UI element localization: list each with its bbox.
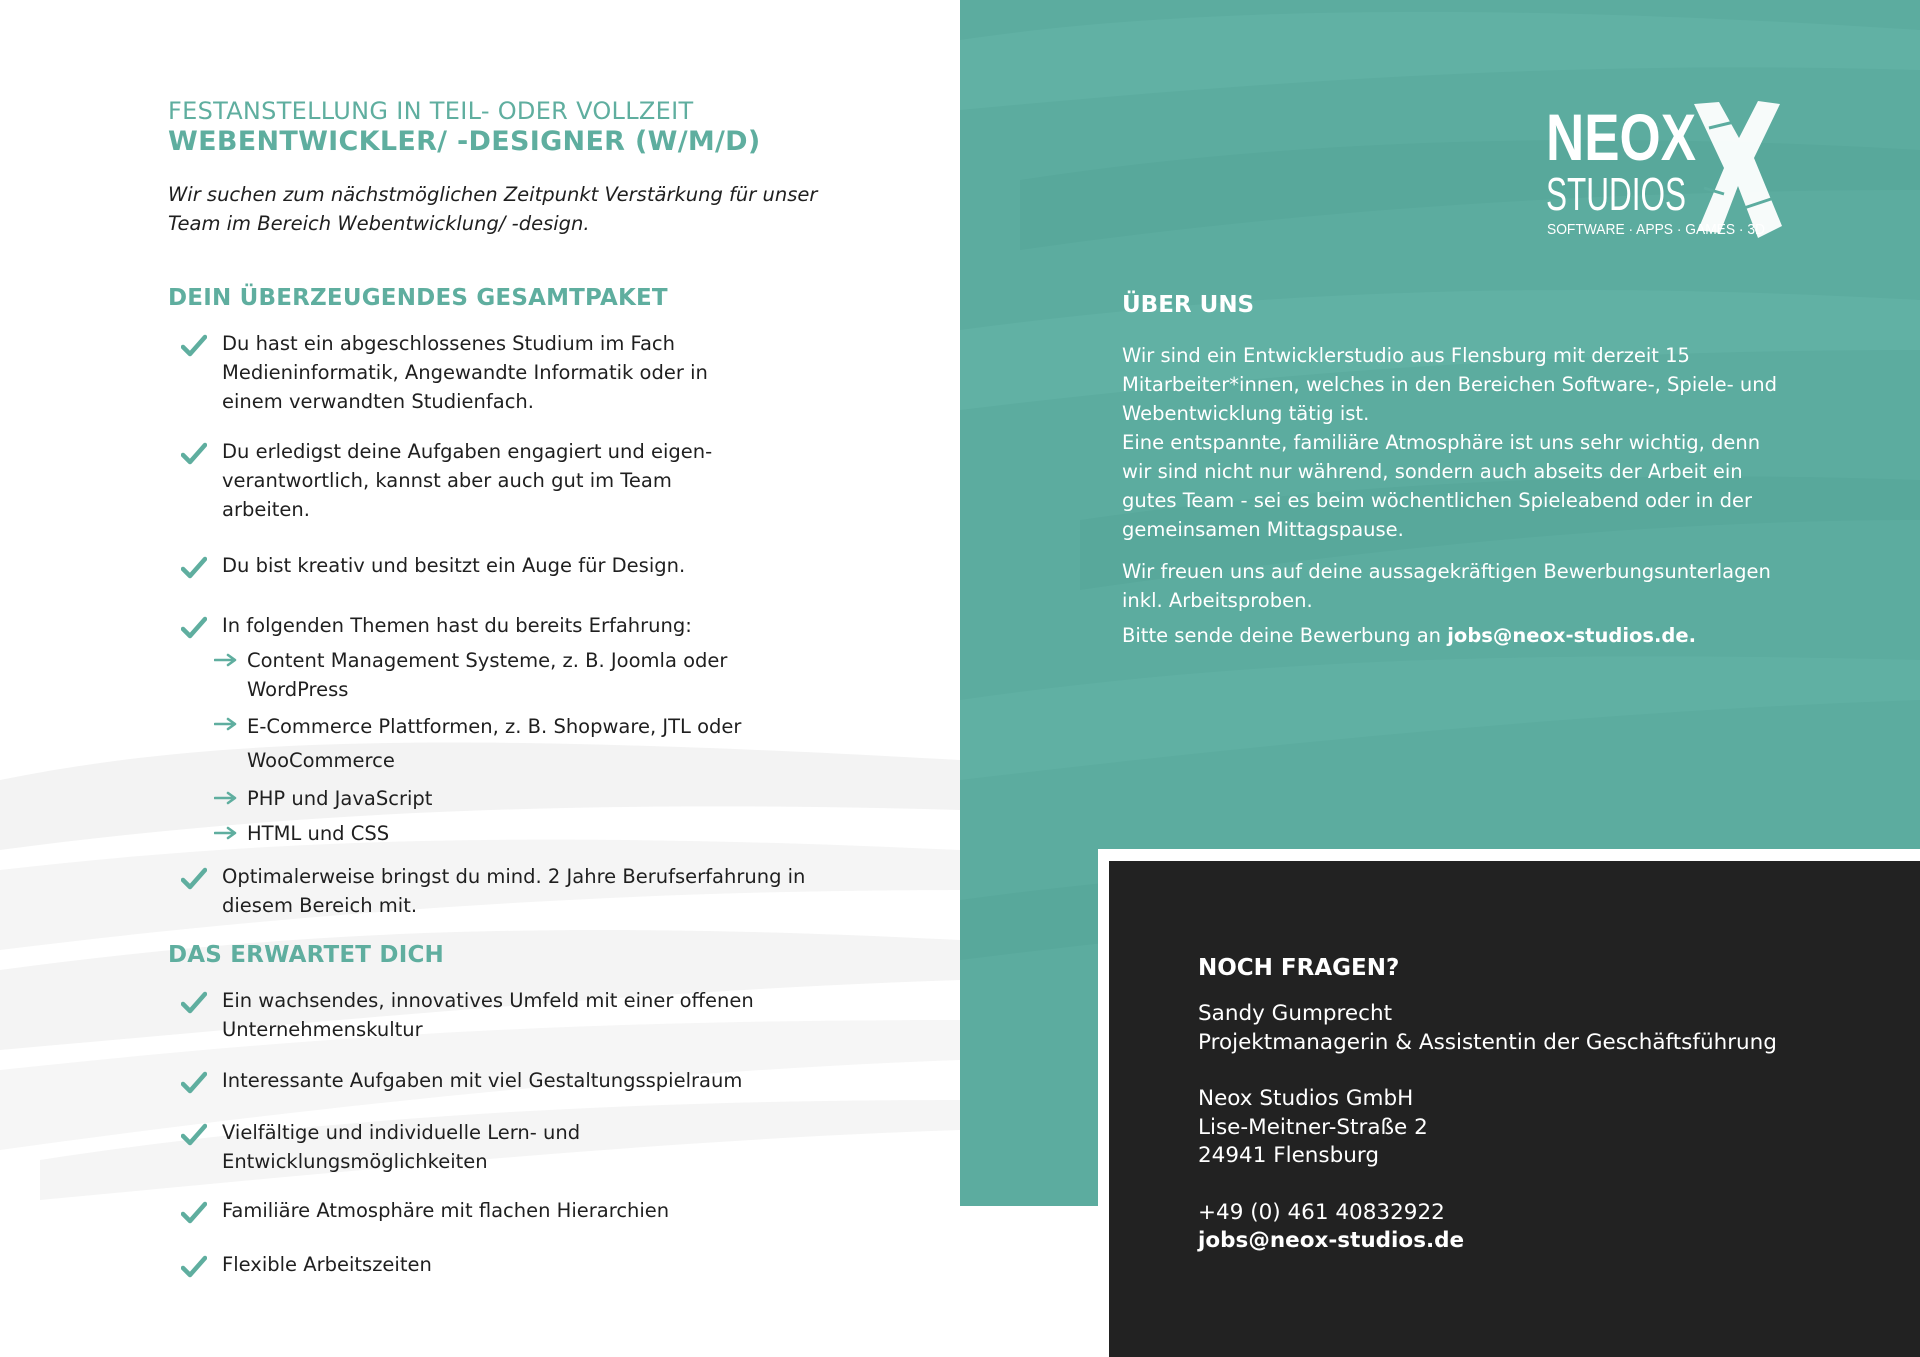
arrow-right-icon <box>214 826 238 840</box>
employment-type: FESTANSTELLUNG IN TEIL- ODER VOLLZEIT <box>168 97 694 125</box>
contact-section <box>1198 953 1878 1256</box>
list-item <box>168 1066 808 1095</box>
experience-sublist <box>214 646 808 848</box>
logo-word-studios: STUDIOS <box>1546 168 1686 220</box>
list-item <box>168 1250 808 1279</box>
arrow-right-icon <box>214 791 238 805</box>
contact-heading: NOCH FRAGEN? <box>1198 955 1400 981</box>
section-heading-erwartet: DAS ERWARTET DICH <box>168 942 444 968</box>
list-item-text: Flexible Arbeitszeiten <box>222 1253 432 1276</box>
list-item-text: Vielfältige und individuelle Lern- und Entwicklungsmöglichkeiten <box>222 1121 581 1173</box>
check-icon <box>181 1254 207 1280</box>
check-icon <box>181 1070 207 1096</box>
about-heading: ÜBER UNS <box>1122 292 1255 318</box>
application-note-text: Bitte sende deine Bewerbung an <box>1122 624 1448 647</box>
sub-list-item <box>214 819 808 848</box>
check-icon <box>181 1200 207 1226</box>
check-icon <box>181 555 207 581</box>
contact-name: Sandy Gumprecht <box>1198 1001 1393 1026</box>
contact-phone[interactable]: +49 (0) 461 40832922 <box>1198 1199 1445 1225</box>
requirements-list <box>168 329 868 920</box>
list-item <box>168 437 728 524</box>
sub-list-item-text: Content Management Systeme, z. B. Joomla oder WordPress <box>247 649 728 701</box>
list-item-text: Du bist kreativ und besitzt ein Auge für Design. <box>222 554 686 577</box>
list-item <box>168 1118 628 1176</box>
about-paragraph: Eine entspannte, familiäre Atmosphäre ist uns sehr wichtig, denn wir sind nicht nur während, sondern auch abseits der Arbeit ein gutes Team - sei es beim wöchentlichen Spieleabend oder in der gemeinsamen Mittagspause. <box>1122 431 1761 541</box>
logo-word-neox: NEOX <box>1546 100 1696 174</box>
job-title: WEBENTWICKLER/ -DESIGNER (W/M/D) <box>168 126 761 157</box>
sub-list-item-text: E-Commerce Plattformen, z. B. Shopware, JTL oder WooCommerce <box>247 715 742 772</box>
arrow-right-icon <box>214 717 238 731</box>
check-icon <box>181 441 207 467</box>
check-icon <box>181 866 207 892</box>
list-item <box>168 329 728 416</box>
sub-list-item-text: PHP und JavaScript <box>247 787 433 810</box>
sub-list-item-text: HTML und CSS <box>247 822 390 845</box>
sub-list-item <box>214 784 808 813</box>
job-description <box>168 96 868 1279</box>
contact-role: Projektmanagerin & Assistentin der Geschäftsführung <box>1198 1029 1777 1055</box>
application-note <box>1122 621 1802 650</box>
list-item <box>168 551 808 580</box>
list-item-text: Interessante Aufgaben mit viel Gestaltungsspielraum <box>222 1069 743 1092</box>
about-section <box>1122 290 1802 650</box>
list-item <box>168 986 808 1044</box>
intro-text: Wir suchen zum nächstmöglichen Zeitpunkt Verstärkung für unser Team im Bereich Webentwicklung/ -design. <box>168 183 818 235</box>
logo-tagline: SOFTWARE · APPS · GAMES · 3D <box>1547 221 1766 238</box>
list-item-text: Du erledigst deine Aufgaben engagiert und eigen-verantwortlich, kannst aber auch gut im Team arbeiten. <box>222 440 713 521</box>
company-street: Lise-Meitner-Straße 2 <box>1198 1114 1428 1140</box>
list-item-text: In folgenden Themen hast du bereits Erfahrung: <box>222 614 692 637</box>
check-icon <box>181 990 207 1016</box>
check-icon <box>181 615 207 641</box>
sub-list-item <box>214 646 774 704</box>
section-heading-paket: DEIN ÜBERZEUGENDES GESAMTPAKET <box>168 285 668 311</box>
benefits-list <box>168 986 868 1279</box>
list-item <box>168 611 808 848</box>
list-item-text: Ein wachsendes, innovatives Umfeld mit einer offenen Unternehmenskultur <box>222 989 754 1041</box>
sub-list-item <box>214 710 774 778</box>
list-item <box>168 862 808 920</box>
neox-studios-logo <box>1544 98 1784 243</box>
list-item-text: Optimalerweise bringst du mind. 2 Jahre Berufserfahrung in diesem Bereich mit. <box>222 865 806 917</box>
list-item-text: Familiäre Atmosphäre mit flachen Hierarchien <box>222 1199 670 1222</box>
contact-email-link[interactable]: jobs@neox-studios.de <box>1198 1228 1465 1253</box>
company-city: 24941 Flensburg <box>1198 1143 1380 1168</box>
company-name: Neox Studios GmbH <box>1198 1086 1414 1111</box>
about-paragraph: Wir freuen uns auf deine aussagekräftigen Bewerbungsunterlagen inkl. Arbeitsproben. <box>1122 560 1771 612</box>
check-icon <box>181 333 207 359</box>
check-icon <box>181 1122 207 1148</box>
application-email-link[interactable]: jobs@neox-studios.de. <box>1447 624 1697 647</box>
arrow-right-icon <box>214 653 238 667</box>
about-paragraph: Wir sind ein Entwicklerstudio aus Flensburg mit derzeit 15 Mitarbeiter*innen, welches in den Bereichen Software-, Spiele- und Webentwicklung tätig ist. <box>1122 344 1777 425</box>
list-item <box>168 1196 808 1225</box>
list-item-text: Du hast ein abgeschlossenes Studium im Fach Medieninformatik, Angewandte Informatik oder in einem verwandten Studienfach. <box>222 332 708 413</box>
